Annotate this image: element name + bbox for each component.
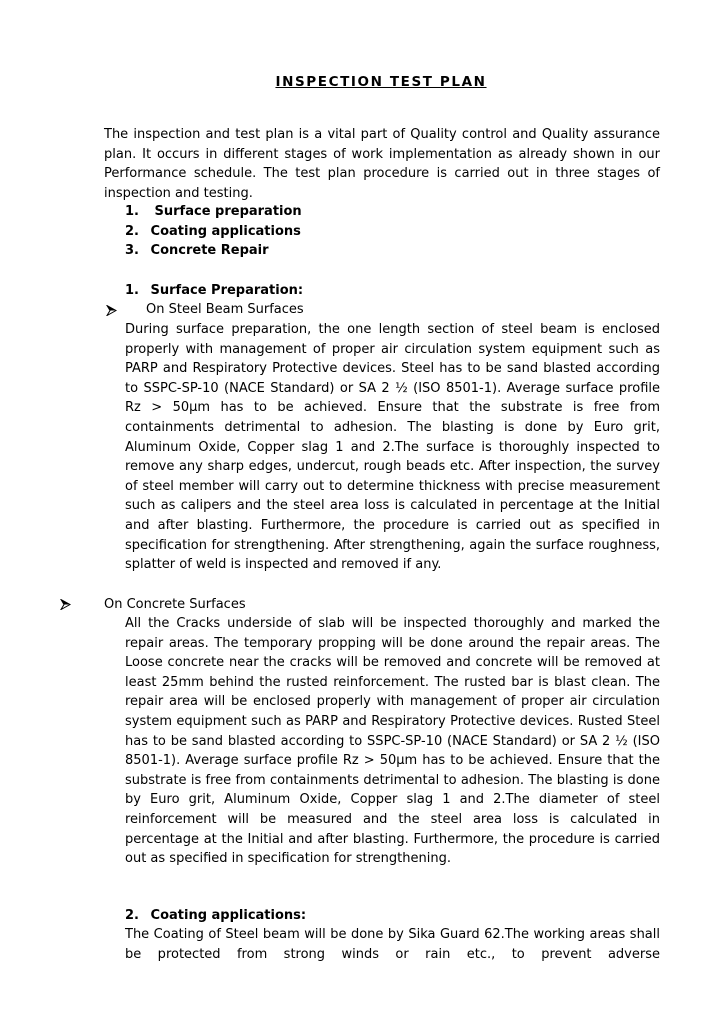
stage-item-3 [125, 241, 269, 261]
steel-paragraph: During surface preparation, the one length section of steel beam is enclosed properly with management of proper air circulation system equipment such as PARP and Respiratory Protective devices. Steel has to be sand blasted according to SSPC-SP-10 (NACE Standard) or SA 2 ½ (ISO 8501-1). Average surface profile Rz > 50μm has to be achieved. Ensure that the substrate is free from containments detrimental to adhesion. The blasting is done by Euro grit, Aluminum Oxide, Copper slag 1 and 2.The surface is thoroughly inspected to remove any sharp edges, undercut, rough beads etc. After inspection, the survey of steel member will carry out to determine thickness with precise measurement such as calipers and the steel area loss is calculated in percentage at the Initial and after blasting. Furthermore, the procedure is carried out as specified in specification for strengthening. After strengthening, again the surface roughness, splatter of weld is inspected and removed if any. [125, 322, 660, 573]
section-title: Surface Preparation: [150, 283, 304, 298]
section-number: 2. [125, 908, 139, 923]
steel-bullet-label: On Steel Beam Surfaces [146, 302, 304, 317]
section-title: Coating applications: [150, 908, 307, 923]
stage-number: 2. [125, 224, 139, 239]
arrow-bullet-icon [106, 305, 117, 316]
stage-label: Coating applications [150, 224, 301, 239]
intro-paragraph: The inspection and test plan is a vital part of Quality control and Quality assurance plan. It occurs in different stages of work implementation as already shown in our Performance schedule. The test plan procedure is carried out in three stages of inspection and testing. [104, 127, 660, 201]
stage-label: Concrete Repair [150, 243, 269, 258]
stage-number: 3. [125, 243, 139, 258]
stage-item-1 [125, 202, 302, 222]
section1-heading [125, 281, 303, 301]
coating-paragraph: The Coating of Steel beam will be done by Sika Guard 62.The working areas shall be protected from strong winds or rain etc., to prevent adverse [125, 927, 660, 962]
page-title: INSPECTION TEST PLAN [275, 74, 487, 90]
section-number: 1. [125, 283, 139, 298]
section2-heading [125, 906, 306, 926]
stage-label: Surface preparation [154, 204, 302, 219]
stage-item-2 [125, 222, 301, 242]
arrow-bullet-icon [60, 599, 71, 610]
stage-number: 1. [125, 204, 139, 219]
concrete-bullet-label: On Concrete Surfaces [104, 597, 246, 612]
concrete-paragraph: All the Cracks underside of slab will be inspected thoroughly and marked the repair areas. The temporary propping will be done around the repair areas. The Loose concrete near the cracks will be removed and concrete will be removed at least 25mm behind the rusted reinforcement. The rusted bar is blast clean. The repair area will be enclosed properly with management of proper air circulation system equipment such as PARP and Respiratory Protective devices. Rusted Steel has to be sand blasted according to SSPC-SP-10 (NACE Standard) or SA 2 ½ (ISO 8501-1). Average surface profile Rz > 50μm has to be achieved. Ensure that the substrate is free from containments detrimental to adhesion. The blasting is done by Euro grit, Aluminum Oxide, Copper slag 1 and 2.The diameter of steel reinforcement will be measured and the steel area loss is calculated in percentage at the Initial and after blasting. Furthermore, the procedure is carried out as specified in specification for strengthening. [125, 616, 660, 867]
